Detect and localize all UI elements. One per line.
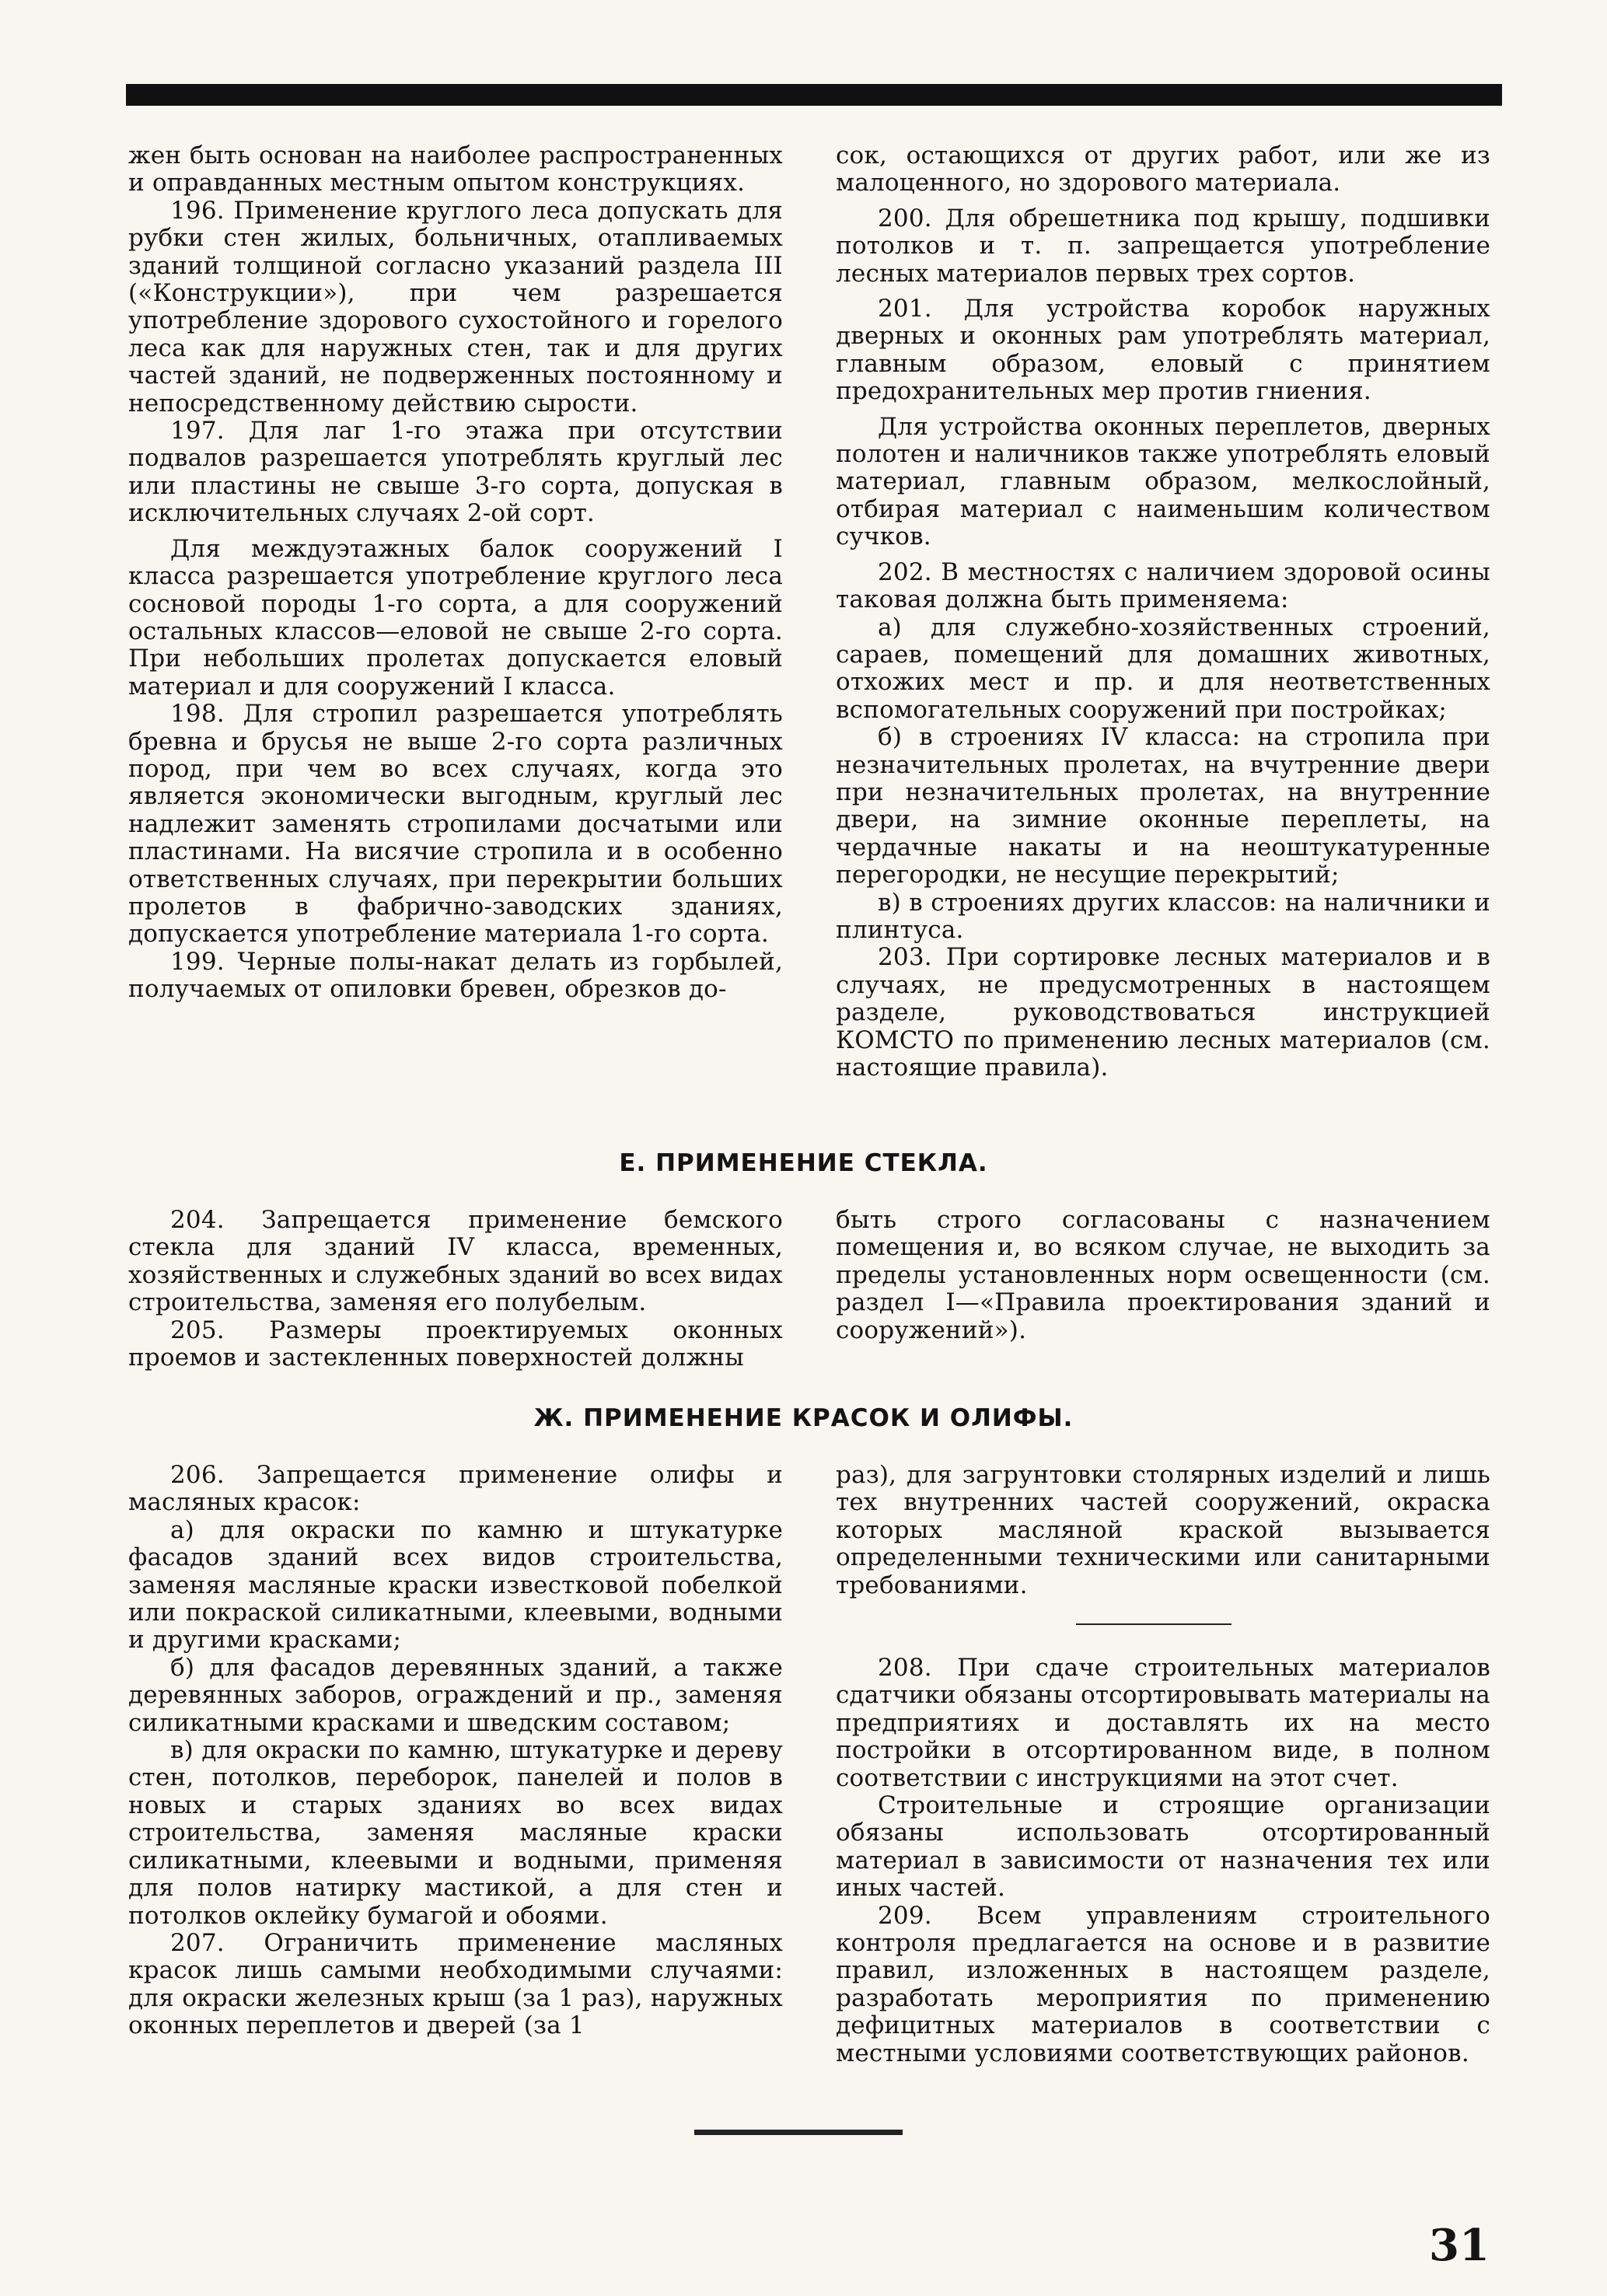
paragraph: Для устройства оконных переплетов, дверных полотен и наличников также употреблять еловый материал, главным образом, мелкослойный, отбирая материал с наименьшим количеством сучков. [836,412,1490,551]
section-heading-glass: Е. ПРИМЕНЕНИЕ СТЕКЛА. [619,1149,988,1177]
list-item: в) в строениях других классов: на наличники и плинтуса. [836,888,1490,944]
section-e-right-column [836,1207,1490,1344]
paragraph-196: 196. Применение круглого леса допускать для рубки стен жилых, больничных, отапливаемых зданий толщиной согласно указаний раздела III («Конструкции»), при чем разрешается употребление здорового сухостойного и горелого леса как для наружных стен, так и для других частей зданий, не подверженных постоянному и непосредственному действию сырости. [128,196,783,418]
list-item: а) для окраски по камню и штукатурке фасадов зданий всех видов строительства, заменяя масляные краски известковой побелкой или покраской силикатными, клеевыми, водными и другими красками; [128,1515,783,1655]
section-d-left-column [128,142,783,1004]
end-rule [694,2130,903,2135]
section-heading-paints: Ж. ПРИМЕНЕНИЕ КРАСОК И ОЛИФЫ. [533,1404,1074,1432]
paragraph-199: 199. Черные полы-накат делать из горбылей, получаемых от опиловки бревен, обрезков до- [128,947,783,1004]
section-d-right-column [836,142,1490,1082]
list-item: в) для окраски по камню, штукатурке и дереву стен, потолков, переборок, панелей и полов в новых и старых зданиях во всех видах строительства, заменяя масляные краски силикатными, клеевыми и водными, применяя для полов натирку мастикой, а для стен и потолков оклейку бумагой и обоями. [128,1736,783,1930]
paragraph-209: 209. Всем управлениям строительного контроля предлагается на основе и в развитие правил, изложенных в настоящем разделе, разработать мероприятия по применению дефицитных материалов в соответствии с местными условиями соответствующих районов. [836,1901,1490,2067]
paragraph-201: 201. Для устройства коробок наружных дверных и оконных рам употреблять материал, главным образом, еловый с принятием предохранительных мер против гниения. [836,295,1490,406]
section-zh-right-column-top [836,1462,1490,1599]
paragraph-207: 207. Ограничить применение масляных красок лишь самыми необходимыми случаями: для окраски железных крыш (за 1 раз), наружных оконных переплетов и дверей (за 1 [128,1928,783,2040]
page-number: 31 [1429,2220,1490,2271]
paragraph-198: 198. Для стропил разрешается употреблять бревна и брусья не выше 2-го сорта различных пород, при чем во всех случаях, когда это является экономически выгодным, круглый лес надлежит заменять стропилами досчатыми или пластинами. На висячие стропила и в особенно ответственных случаях, при перекрытии больших пролетов в фабрично-заводских зданиях, допускается употребление материала 1-го сорта. [128,700,783,949]
paragraph: Строительные и строящие организации обязаны использовать отсортированный материал в зависимости от назначения тех или иных частей. [836,1791,1490,1903]
list-item: б) для фасадов деревянных зданий, а также деревянных заборов, ограждений и пр., заменяя силикатными красками и шведским составом; [128,1653,783,1737]
paragraph-203: 203. При сортировке лесных материалов и в случаях, не предусмотренных в настоящем разделе, руководствоваться инструкцией КОМСТО по применению лесных материалов (см. настоящие правила). [836,943,1490,1082]
section-e-left-column [128,1207,783,1372]
paragraph-204: 204. Запрещается применение бемского стекла для зданий IV класса, временных, хозяйственных и служебных зданий во всех видах строительства, заменяя его полубелым. [128,1206,783,1317]
paragraph-208: 208. При сдаче строительных материалов сдатчики обязаны отсортировывать материалы на предприятиях и доставлять их на место постройки в отсортированном виде, в полном соответствии с инструкциями на этот счет. [836,1654,1490,1792]
paragraph: раз), для загрунтовки столярных изделий и лишь тех внутренних частей сооружений, окраска которых масляной краской вызывается определенными техническими или санитарными требованиями. [836,1461,1490,1599]
list-item: а) для служебно-хозяйственных строений, сараев, помещений для домашних животных, отхожих мест и пр. и для неответственных вспомогательных сооружений при постройках; [836,613,1490,724]
paragraph-202: 202. В местностях с наличием здоровой осины таковая должна быть применяема: [836,557,1490,614]
list-item: б) в строениях IV класса: на стропила при незначительных пролетах, на вчутренние двери при незначительных пролетах, на внутренние двери, на зимние оконные переплеты, на чердачные накаты и на неоштукатуренные перегородки, не несущие перекрытий; [836,723,1490,889]
top-rule [126,84,1502,106]
section-zh-left-column [128,1462,783,2040]
paragraph: сок, остающихся от других работ, или же из малоценного, но здорового материала. [836,142,1490,197]
paragraph: Для междуэтажных балок сооружений I класса разрешается употребление круглого леса сосновой породы 1-го сорта, а для сооружений остальных классов—еловой не свыше 2-го сорта. При небольших пролетах допускается еловый материал и для сооружений I класса. [128,534,783,701]
paragraph-206: 206. Запрещается применение олифы и масляных красок: [128,1461,783,1517]
paragraph-200: 200. Для обрешетника под крышу, подшивки потолков и т. п. запрещается употребление лесных материалов первых трех сортов. [836,204,1490,288]
separator-rule [1076,1623,1231,1625]
paragraph: жен быть основан на наиболее распространенных и оправданных местным опытом конструкциях. [128,142,783,197]
paragraph-197: 197. Для лаг 1-го этажа при отсутствии подвалов разрешается употреблять круглый лес или пластины не свыше 3-го сорта, допуская в исключительных случаях 2-ой сорт. [128,417,783,528]
section-zh-right-column-bottom [836,1655,1490,2067]
paragraph: быть строго согласованы с назначением помещения и, во всяком случае, не выходить за пределы установленных норм освещенности (см. раздел I—«Правила проектирования зданий и сооружений»). [836,1206,1490,1344]
paragraph-205: 205. Размеры проектируемых оконных проемов и застекленных поверхностей должны [128,1316,783,1372]
